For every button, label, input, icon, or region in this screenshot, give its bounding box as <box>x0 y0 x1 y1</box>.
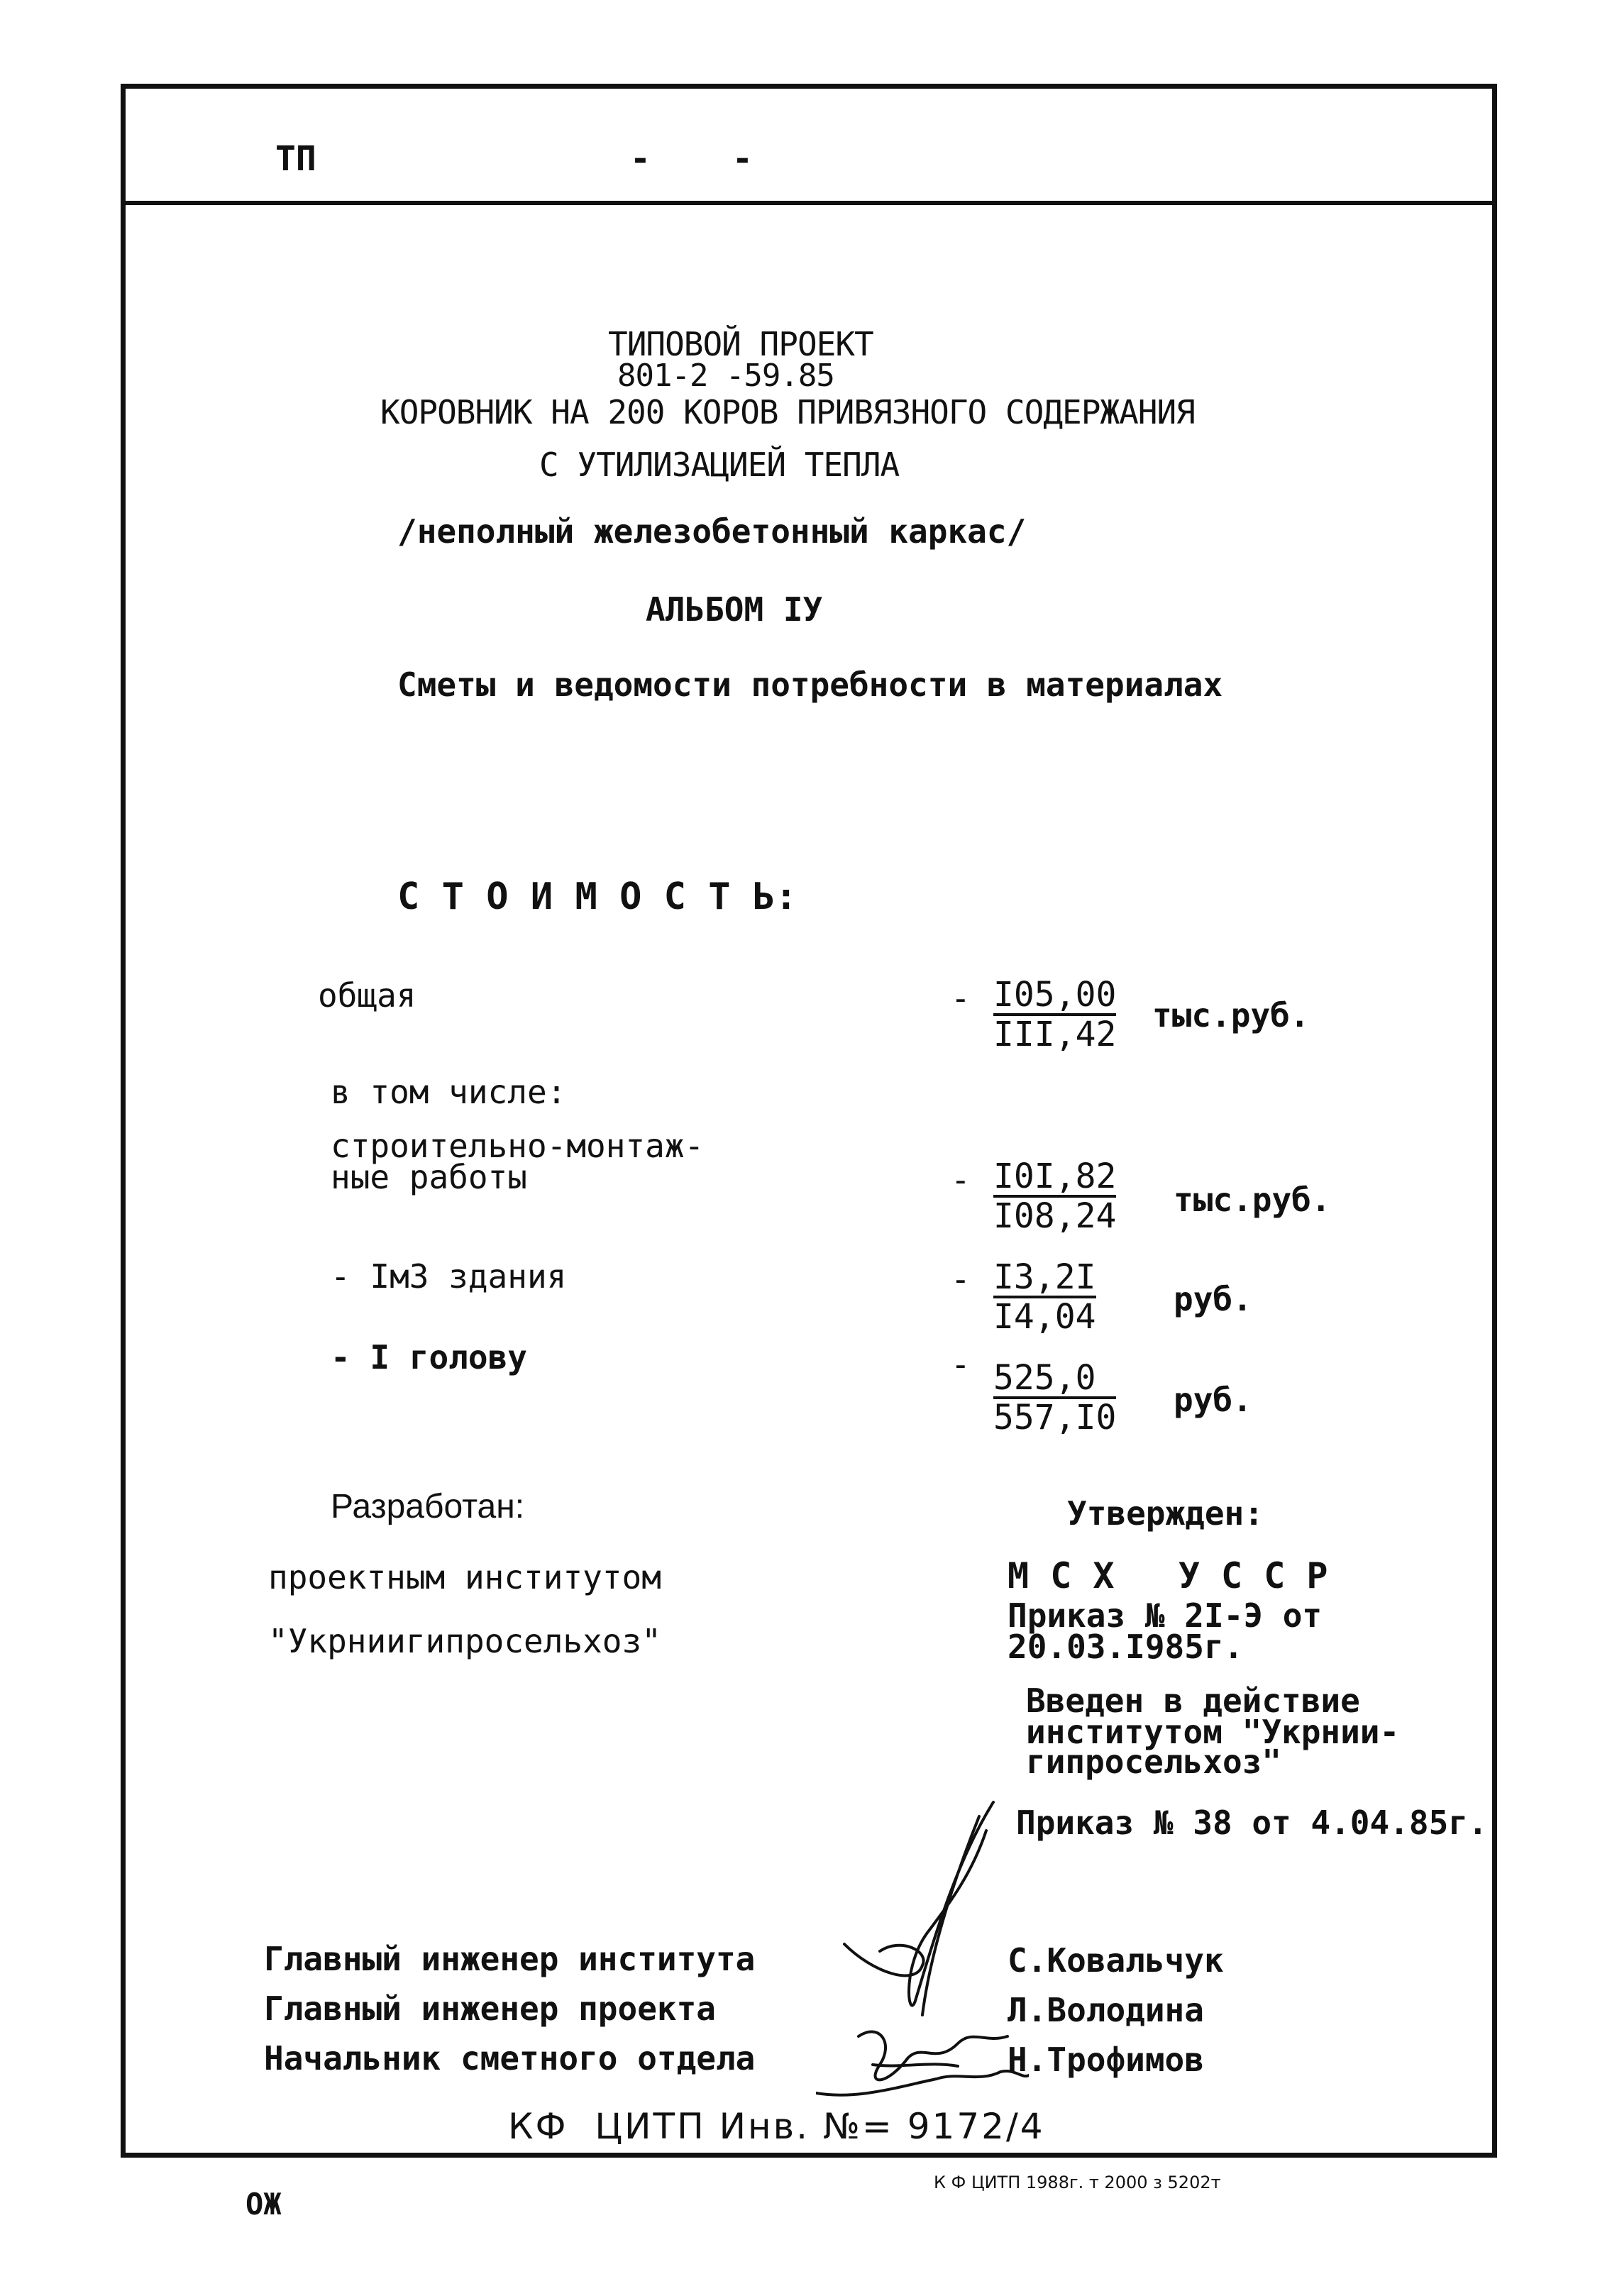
cost-m3-numerator: I3,2I <box>993 1257 1096 1297</box>
approved-order: Приказ № 2I-Э от <box>1008 1596 1323 1635</box>
approved-enacted: Введен в действие <box>1026 1682 1360 1720</box>
cost-head-dash: - <box>951 1345 971 1384</box>
signature-role-1: Главный инженер института <box>264 1940 756 1978</box>
cost-total-dash: - <box>951 979 971 1017</box>
approved-ministry: М С Х У С С Р <box>1008 1555 1328 1596</box>
developed-org-2: "Укрниигипросельхоз" <box>268 1622 661 1660</box>
developed-label: Разработан: <box>331 1488 525 1525</box>
cost-head-value <box>993 1358 1117 1437</box>
cost-head-label: - I голову <box>331 1338 527 1376</box>
cost-total-numerator: I05,00 <box>993 975 1117 1015</box>
title-name-2: С УТИЛИЗАЦИЕЙ ТЕПЛА <box>539 446 900 484</box>
header-dash-2: - <box>732 139 753 179</box>
approved-institute-order: Приказ № 38 от 4.04.85г. <box>1016 1804 1488 1842</box>
cost-smr-numerator: I0I,82 <box>993 1157 1117 1196</box>
cost-total-unit: тыс.руб. <box>1152 996 1310 1034</box>
cost-m3-unit: руб. <box>1174 1280 1252 1318</box>
cost-heading: С Т О И М О С Т Ь: <box>397 876 798 918</box>
signature-name-1: С.Ковальчук <box>1008 1941 1224 1980</box>
cost-head-unit: руб. <box>1174 1381 1252 1419</box>
cost-m3-label: - IмЗ здания <box>331 1257 567 1296</box>
inventory-stamp: КФ ЦИТП Инв. №= 9172/4 <box>508 2106 1045 2147</box>
cost-smr-dash: - <box>951 1161 971 1199</box>
header-divider <box>121 201 1497 205</box>
cost-total-label: общая <box>318 976 416 1015</box>
cost-included-label: в том числе: <box>331 1073 567 1111</box>
cost-m3-denominator: I4,04 <box>993 1297 1096 1337</box>
footer-print-info: К Ф ЦИТП 1988г. т 2000 з 5202т <box>934 2173 1221 2192</box>
cost-head-denominator: 557,I0 <box>993 1398 1117 1437</box>
album-title: АЛЬБОМ IУ <box>646 590 823 629</box>
title-type: ТИПОВОЙ ПРОЕКТ <box>608 325 873 363</box>
cost-m3-dash: - <box>951 1260 971 1298</box>
cost-smr-value <box>993 1157 1117 1236</box>
cost-smr-denominator: I08,24 <box>993 1196 1117 1236</box>
signature-role-3: Начальник сметного отдела <box>264 2039 756 2077</box>
album-subject: Сметы и ведомости потребности в материалах <box>397 666 1223 704</box>
cost-head-numerator: 525,0 <box>993 1361 1116 1399</box>
signature-name-3: Н.Трофимов <box>1008 2041 1204 2079</box>
title-frame-type: /неполный железобетонный каркас/ <box>397 512 1027 551</box>
cost-smr-label-1: строительно-монтаж- <box>331 1127 705 1165</box>
footer-left-code: ОЖ <box>245 2187 282 2222</box>
approved-institute-2: гипросельхоз" <box>1026 1743 1282 1781</box>
header-code: ТП <box>275 139 316 179</box>
cost-total-value <box>993 975 1117 1054</box>
header-dash-1: - <box>630 139 651 179</box>
approved-date: 20.03.I985г. <box>1008 1628 1244 1666</box>
developed-org-1: проектным институтом <box>268 1558 661 1596</box>
approved-label: Утвержден: <box>1067 1494 1264 1533</box>
cost-smr-label-2: ные работы <box>331 1158 527 1196</box>
approved-institute-1: институтом "Укрнии- <box>1026 1713 1400 1751</box>
cost-total-denominator: III,42 <box>993 1015 1117 1054</box>
title-name: КОРОВНИК НА 200 КОРОВ ПРИВЯЗНОГО СОДЕРЖАНИЯ <box>380 393 1195 431</box>
signature-role-2: Главный инженер проекта <box>264 1989 716 2028</box>
cost-m3-value <box>993 1257 1096 1337</box>
title-number: 801-2 -59.85 <box>617 358 834 394</box>
handwritten-signatures <box>816 1788 1029 2143</box>
signature-name-2: Л.Володина <box>1008 1991 1204 2029</box>
cost-smr-unit: тыс.руб. <box>1174 1181 1331 1219</box>
